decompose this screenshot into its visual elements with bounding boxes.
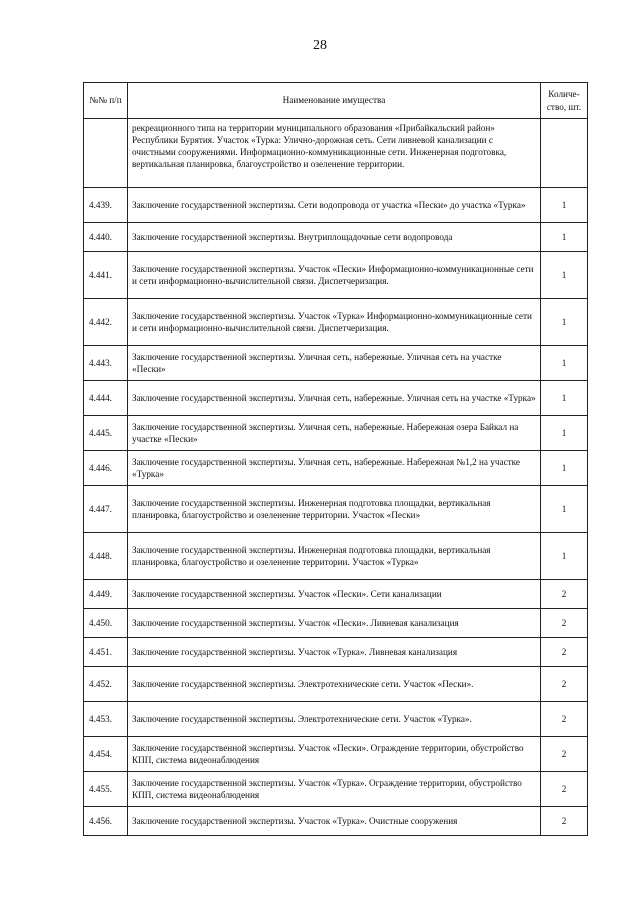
cell-quantity: 1 <box>541 381 588 416</box>
table-row <box>84 580 588 609</box>
cell-name: рекреационного типа на территории муниципального образования «Прибайкальский район» Республики Бурятия. Участок «Турка: Улично-дорожная сеть. Сети ливневой канализации с очистными сооружениями. Информационно-коммуникационные сети. Инженерная подготовка, вертикальная планировка, благоустройство и озеленение территории. <box>128 119 541 188</box>
cell-quantity: 1 <box>541 416 588 451</box>
cell-quantity: 2 <box>541 667 588 702</box>
cell-quantity: 2 <box>541 638 588 667</box>
table-row <box>84 638 588 667</box>
cell-name: Заключение государственной экспертизы. Уличная сеть, набережные. Уличная сеть на участке «Турка» <box>128 381 541 416</box>
cell-quantity: 2 <box>541 580 588 609</box>
table-header-row <box>84 83 588 119</box>
cell-number: 4.441. <box>84 252 128 299</box>
cell-number: 4.451. <box>84 638 128 667</box>
table-row <box>84 223 588 252</box>
cell-quantity: 1 <box>541 533 588 580</box>
table-row-continuation <box>84 119 588 188</box>
cell-name: Заключение государственной экспертизы. Внутриплощадочные сети водопровода <box>128 223 541 252</box>
table-row <box>84 188 588 223</box>
cell-number: 4.455. <box>84 772 128 807</box>
table-row <box>84 807 588 836</box>
table-row <box>84 486 588 533</box>
cell-number: 4.449. <box>84 580 128 609</box>
property-table <box>83 82 588 836</box>
cell-number: 4.456. <box>84 807 128 836</box>
cell-name: Заключение государственной экспертизы. Электротехнические сети. Участок «Турка». <box>128 702 541 737</box>
cell-quantity: 2 <box>541 772 588 807</box>
cell-name: Заключение государственной экспертизы. Участок «Пески». Ливневая канализация <box>128 609 541 638</box>
cell-number: 4.440. <box>84 223 128 252</box>
cell-name: Заключение государственной экспертизы. Участок «Турка». Ливневая канализация <box>128 638 541 667</box>
cell-quantity: 2 <box>541 807 588 836</box>
cell-number: 4.447. <box>84 486 128 533</box>
cell-quantity: 1 <box>541 223 588 252</box>
cell-name: Заключение государственной экспертизы. Уличная сеть, набережные. Уличная сеть на участке «Пески» <box>128 346 541 381</box>
page-number: 28 <box>313 38 327 53</box>
table-row <box>84 252 588 299</box>
table-row <box>84 772 588 807</box>
cell-number: 4.453. <box>84 702 128 737</box>
cell-number: 4.445. <box>84 416 128 451</box>
header-number: №№ п/п <box>84 83 128 119</box>
cell-name: Заключение государственной экспертизы. Инженерная подготовка площадки, вертикальная планировка, благоустройство и озеленение территории. Участок «Турка» <box>128 533 541 580</box>
cell-quantity: 1 <box>541 252 588 299</box>
table-row <box>84 702 588 737</box>
table-row <box>84 533 588 580</box>
table-row <box>84 737 588 772</box>
cell-number: 4.448. <box>84 533 128 580</box>
cell-number: 4.446. <box>84 451 128 486</box>
cell-number: 4.444. <box>84 381 128 416</box>
table-row <box>84 609 588 638</box>
cell-number: 4.450. <box>84 609 128 638</box>
table-row <box>84 299 588 346</box>
cell-quantity: 2 <box>541 702 588 737</box>
cell-name: Заключение государственной экспертизы. Сети водопровода от участка «Пески» до участка «Турка» <box>128 188 541 223</box>
cell-name: Заключение государственной экспертизы. Участок «Турка». Очистные сооружения <box>128 807 541 836</box>
table-row <box>84 381 588 416</box>
cell-quantity: 1 <box>541 451 588 486</box>
cell-number: 4.443. <box>84 346 128 381</box>
table-row <box>84 667 588 702</box>
cell-name: Заключение государственной экспертизы. Электротехнические сети. Участок «Пески». <box>128 667 541 702</box>
cell-name: Заключение государственной экспертизы. Уличная сеть, набережные. Набережная озера Байкал на участке «Пески» <box>128 416 541 451</box>
cell-number: 4.442. <box>84 299 128 346</box>
cell-name: Заключение государственной экспертизы. Уличная сеть, набережные. Набережная №1,2 на участке «Турка» <box>128 451 541 486</box>
cell-quantity: 1 <box>541 188 588 223</box>
cell-name: Заключение государственной экспертизы. Участок «Пески». Ограждение территории, обустройство КПП, система видеонаблюдения <box>128 737 541 772</box>
header-name: Наименование имущества <box>128 83 541 119</box>
cell-name: Заключение государственной экспертизы. Участок «Турка». Ограждение территории, обустройство КПП, система видеонаблюдения <box>128 772 541 807</box>
cell-quantity <box>541 119 588 188</box>
cell-number <box>84 119 128 188</box>
cell-number: 4.454. <box>84 737 128 772</box>
cell-quantity: 1 <box>541 299 588 346</box>
cell-name: Заключение государственной экспертизы. Участок «Пески» Информационно-коммуникационные сети и сети информационно-вычислительной связи. Диспетчеризация. <box>128 252 541 299</box>
cell-quantity: 2 <box>541 737 588 772</box>
cell-number: 4.452. <box>84 667 128 702</box>
cell-number: 4.439. <box>84 188 128 223</box>
header-quantity: Количе-ство, шт. <box>541 83 588 119</box>
cell-name: Заключение государственной экспертизы. Участок «Пески». Сети канализации <box>128 580 541 609</box>
cell-quantity: 1 <box>541 486 588 533</box>
cell-name: Заключение государственной экспертизы. Участок «Турка» Информационно-коммуникационные сети и сети информационно-вычислительной связи. Диспетчеризация. <box>128 299 541 346</box>
table-row <box>84 346 588 381</box>
cell-name: Заключение государственной экспертизы. Инженерная подготовка площадки, вертикальная планировка, благоустройство и озеленение территории. Участок «Пески» <box>128 486 541 533</box>
cell-quantity: 2 <box>541 609 588 638</box>
cell-quantity: 1 <box>541 346 588 381</box>
table-row <box>84 451 588 486</box>
table-row <box>84 416 588 451</box>
